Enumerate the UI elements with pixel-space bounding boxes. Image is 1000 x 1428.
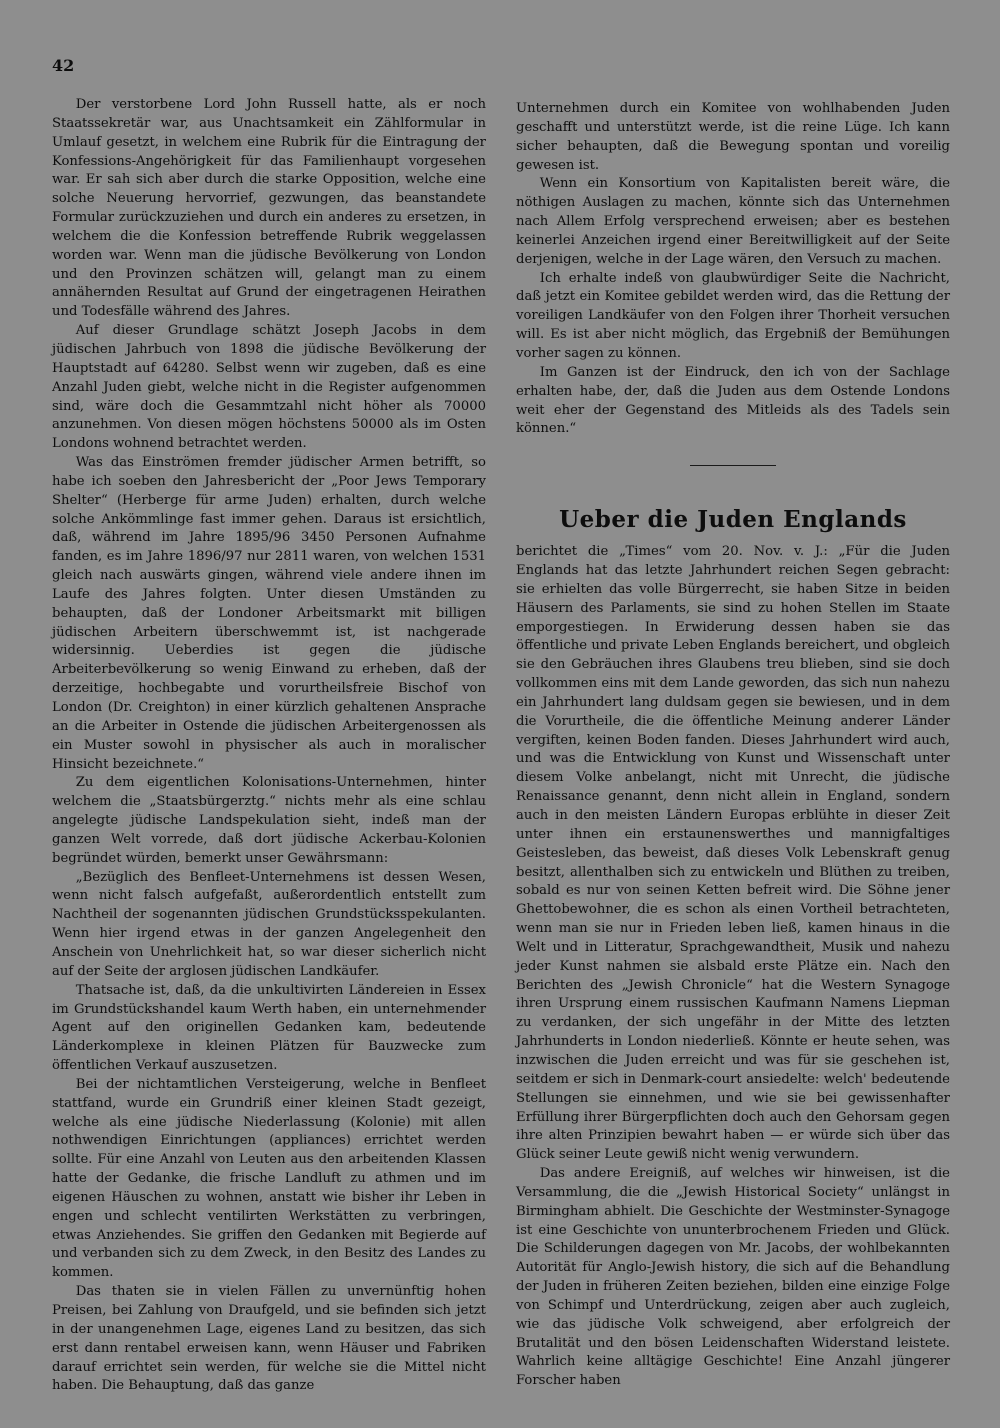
paragraph: Im Ganzen ist der Eindruck, den ich von der Sachlage erhalten habe, der, daß die Juden aus dem Ostende Londons weit eher der Gegenstand des Mitleids als des Tadels sein können.“ xyxy=(516,364,950,437)
paragraph: Thatsache ist, daß, da die unkultivirten Ländereien in Essex im Grundstückshandel kaum Werth haben, ein unternehmender Agent auf den originellen Gedanken kam, bedeutende Länderkomplexe in kleinen Plätzen für Bauzwecke zum öffentlichen Verkauf auszusetzen. xyxy=(52,982,486,1074)
paragraph: Unternehmen durch ein Komitee von wohlhabenden Juden geschafft und unterstützt werde, ist die reine Lüge. Ich kann sicher behaupten, daß die Bewegung spontan und voreilig gewesen ist. xyxy=(516,101,950,173)
paragraph: Wenn ein Konsortium von Kapitalisten bereit wäre, die nöthigen Auslagen zu machen, könnte sich das Unternehmen nach Allem Erfolg versprechend erweisen; aber es bestehen keinerlei Anzeichen irgend einer Bereitwilligkeit auf der Seite derjenigen, welche in der Lage wären, den Versuch zu machen. xyxy=(516,176,950,267)
right-column xyxy=(516,100,950,1391)
section-divider xyxy=(690,465,776,466)
paragraph: Was das Einströmen fremder jüdischer Armen betrifft, so habe ich soeben den Jahresbericht der „Poor Jews Temporary Shelter“ (Herberge für arme Juden) erhalten, durch welche solche Ankömmlinge fast immer gehen. Daraus ist ersichtlich, daß, während im Jahre 1895/96 3450 Personen Aufnahme fanden, es im Jahre 1896/97 nur 2811 waren, von welchen 1531 gleich nach auswärts gingen, während viele andere ihnen im Laufe des Jahres folgten. Unter diesen Umständen zu behaupten, daß der Londoner Arbeitsmarkt mit billigen jüdischen Arbeitern überschwemmt ist, ist nachgerade widersinnig. Ueberdies ist gegen die jüdische Arbeiterbevölkerung so wenig Einwand zu erheben, daß der derzeitige, hochbegabte und vorurtheilsfreie Bischof von London (Dr. Creighton) in einer kürzlich gehaltenen Ansprache an die Arbeiter in Ostende die jüdischen Arbeitergenossen als ein Muster sowohl in physischer als auch in moralischer Hinsicht bezeichnete.“ xyxy=(52,455,486,772)
paragraph: Zu dem eigentlichen Kolonisations-Unternehmen, hinter welchem die „Staatsbürgerztg.“ nichts mehr als eine schlau angelegte jüdische Landspekulation sieht, indeß man der ganzen Welt vorrede, daß dort jüdische Ackerbau-Kolonien begründet würden, bemerkt unser Gewährsmann: xyxy=(52,775,486,866)
page-number: 42 xyxy=(52,56,75,75)
paragraph: Auf dieser Grundlage schätzt Joseph Jacobs in dem jüdischen Jahrbuch von 1898 die jüdische Bevölkerung der Hauptstadt auf 64280. Selbst wenn wir zugeben, daß es eine Anzahl Juden giebt, welche nicht in die Register aufgenommen sind, wäre doch die Gesammtzahl nicht höher als 70000 anzunehmen. Von diesen mögen höchstens 50000 als im Osten Londons wohnend betrachtet werden. xyxy=(52,323,486,452)
paragraph: Bei der nichtamtlichen Versteigerung, welche in Benfleet stattfand, wurde ein Grundriß einer kleinen Stadt gezeigt, welche als eine jüdische Niederlassung (Kolonie) mit allen nothwendigen Einrichtungen (appliances) errichtet werden sollte. Für eine Anzahl von Leuten aus den arbeitenden Klassen hatte der Gedanke, die frische Landluft zu athmen und im eigenen Häuschen zu wohnen, anstatt wie bisher ihr Leben in engen und schlecht ventilirten Werkstätten zu verbringen, etwas Anziehendes. Sie griffen den Gedanken mit Begierde auf und verbanden sich zu dem Zweck, in den Besitz des Landes zu kommen. xyxy=(52,1076,486,1281)
paragraph: „Bezüglich des Benfleet-Unternehmens ist dessen Wesen, wenn nicht falsch aufgefaßt, außerordentlich entstellt zum Nachtheil der sogenannten jüdischen Grundstücksspekulanten. Wenn hier irgend etwas in der ganzen Angelegenheit den Anschein von Unehrlichkeit hat, so war dieser sicherlich nicht auf der Seite der arglosen jüdischen Landkäufer. xyxy=(52,869,486,979)
paragraph: Der verstorbene Lord John Russell hatte, als er noch Staatssekretär war, aus Unachtsamkeit ein Zählformular in Umlauf gesetzt, in welchem eine Rubrik für die Eintragung der Konfessions-Angehörigkeit für das Familienhaupt vorgesehen war. Er sah sich aber durch die starke Opposition, welche eine solche Neuerung hervorrief, gezwungen, das beanstandete Formular zurückzuziehen und durch ein anderes zu ersetzen, in welchem die die Konfession betreffende Rubrik weggelassen worden war. Wenn man die jüdische Bevölkerung von London und den Provinzen schätzen will, gelangt man zu einem annähernden Resultat auf Grund der eingetragenen Heirathen und Todesfälle während des Jahres. xyxy=(52,97,486,320)
paragraph: Ich erhalte indeß von glaubwürdiger Seite die Nachricht, daß jetzt ein Komitee gebildet werden wird, das die Rettung der voreiligen Landkäufer von den Folgen ihrer Thorheit versuchen will. Es ist aber nicht möglich, das Ergebniß der Bemühungen vorher sagen zu können. xyxy=(516,270,950,361)
left-column xyxy=(52,96,486,1396)
section-heading: Ueber die Juden Englands xyxy=(559,506,907,534)
paragraph: Das thaten sie in vielen Fällen zu unvernünftig hohen Preisen, bei Zahlung von Draufgeld, und sie befinden sich jetzt in der unangenehmen Lage, eigenes Land zu besitzen, das sich erst dann rentabel erweisen kann, wenn Häuser und Fabriken darauf errichtet sein werden, für welche sie die Mittel nicht haben. Die Behauptung, daß das ganze xyxy=(52,1284,486,1394)
paragraph: berichtet die „Times“ vom 20. Nov. v. J.: „Für die Juden Englands hat das letzte Jahrhundert reichen Segen gebracht: sie erhielten das volle Bürgerrecht, sie haben Sitze in beiden Häusern des Parlaments, sie sind zu hohen Stellen im Staate emporgestiegen. In Erwiderung dessen haben sie das öffentliche und private Leben Englands bereichert, und obgleich sie den Gebräuchen ihres Glaubens treu blieben, sind sie doch vollkommen eins mit dem Lande geworden, das sich nun nahezu ein Jahrhundert lang duldsam gegen sie bewiesen, und in dem die Vorurtheile, die die öffentliche Meinung anderer Länder vergiften, keinen Boden fanden. Dieses Jahrhundert wird auch, und was die Entwicklung von Kunst und Wissenschaft unter diesem Volke anbelangt, nicht mit Unrecht, die jüdische Renaissance genannt, denn nicht allein in England, sondern auch in den meisten Ländern Europas erblühte in dieser Zeit unter ihnen ein erstaunenswerthes und mannigfaltiges Geistesleben, das beweist, daß dieses Volk Lebenskraft genug besitzt, allenthalben sich zu entwickeln und Blüthen zu treiben, sobald es nur von seinen Ketten befreit wird. Die Söhne jener Ghettobewohner, die es schon als einen Vortheil betrachteten, wenn man sie nur in Frieden leben ließ, kamen hinaus in die Welt und in Litteratur, Sprachgewandtheit, Musik und nahezu jeder Kunst nahmen sie alsbald erste Plätze ein. Nach den Berichten des „Jewish Chronicle“ hat die Western Synagoge ihren Ursprung einem russischen Kaufmann Namens Liepman zu verdanken, der sich ungefähr in der Mitte des letzten Jahrhunderts in London niederließ. Könnte er heute sehen, was inzwischen die Juden erreicht und was für sie geschehen ist, seitdem er sich in Denmark-court ansiedelte: welch' bedeutende Stellungen sie einnehmen, und wie sie bei gewissenhafter Erfüllung ihrer Bürgerpflichten doch auch den Gehorsam gegen ihre alten Prinzipien bewahrt haben — er würde sich über das Glück seiner Leute gewiß nicht wenig verwundern. xyxy=(516,544,950,1163)
paragraph: Das andere Ereigniß, auf welches wir hinweisen, ist die Versammlung, die die „Jewish Historical Society“ unlängst in Birmingham abhielt. Die Geschichte der Westminster-Synagoge ist eine Geschichte von ununterbrochenem Frieden und Glück. Die Schilderungen dagegen von Mr. Jacobs, der wohlbekannten Autorität für Anglo-Jewish history, die sich auf die Behandlung der Juden in früheren Zeiten beziehen, bilden eine einzige Folge von Schimpf und Unterdrückung, zeigen aber auch zugleich, wie das jüdische Volk schweigend, aber erfolgreich der Brutalität und den bösen Leidenschaften Widerstand leistete. Wahrlich keine alltägige Geschichte! Eine Anzahl jüngerer Forscher haben xyxy=(516,1166,950,1389)
